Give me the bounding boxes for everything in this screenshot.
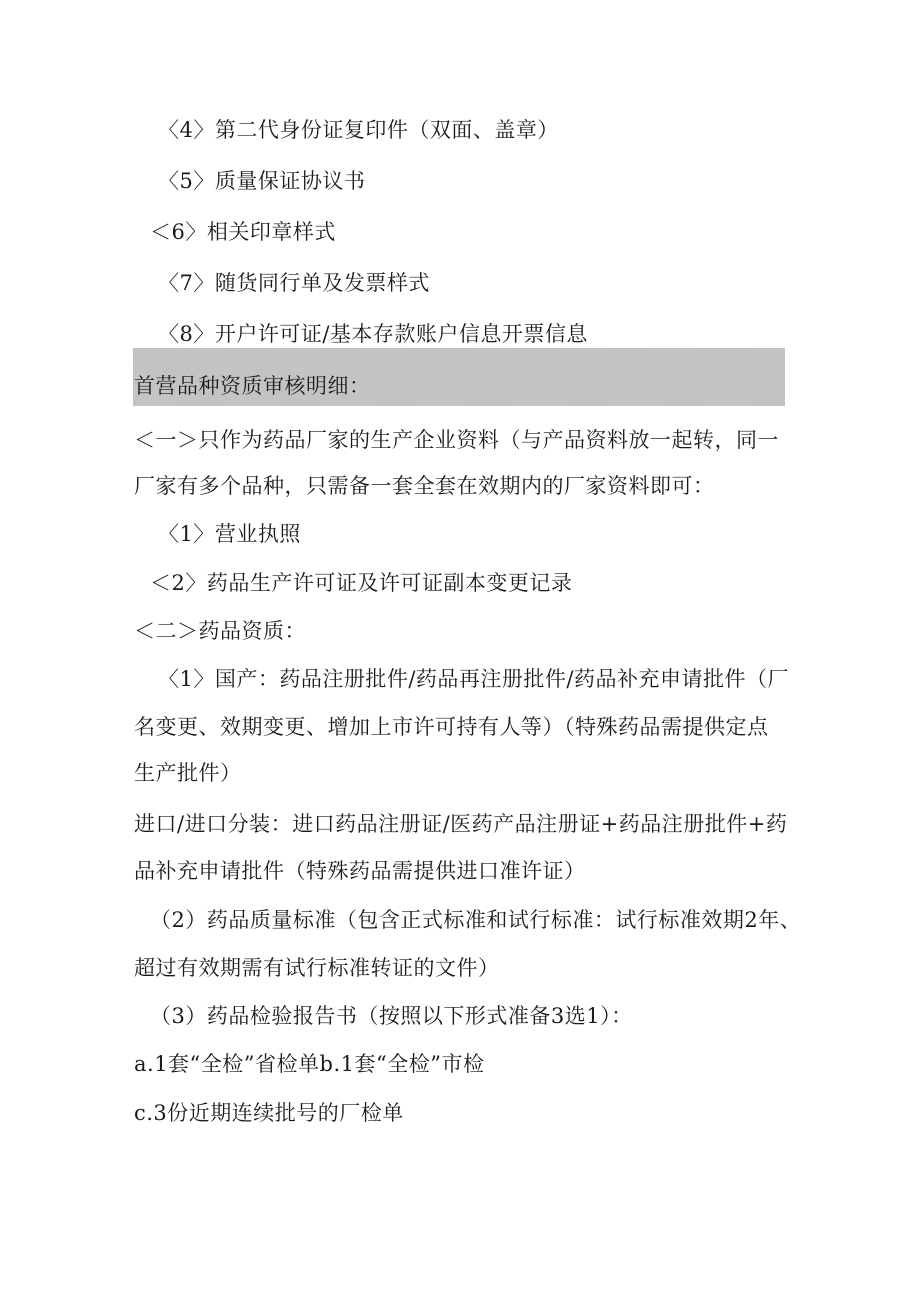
part-two-item-1-line-2: 名变更、效期变更、增加上市许可持有人等）（特殊药品需提供定点 <box>134 715 769 739</box>
part-two-item-1-line-1: 〈1〉国产：药品注册批件/药品再注册批件/药品补充申请批件（厂 <box>158 667 790 691</box>
part-one-item-1: 〈1〉营业执照 <box>158 522 301 546</box>
list-item-5: 〈5〉质量保证协议书 <box>158 169 366 193</box>
part-two-title: ＜二＞药品资质： <box>134 619 306 643</box>
part-two-item-2-line-1: （2）药品质量标准（包含正式标准和试行标准：试行标准效期2年、 <box>150 908 802 932</box>
import-line-1: 进口/进口分装：进口药品注册证/医药产品注册证+药品注册批件+药 <box>134 812 788 836</box>
part-one-intro-line-1: ＜一＞只作为药品厂家的生产企业资料（与产品资料放一起转，同一 <box>134 428 779 452</box>
import-line-2: 品补充申请批件（特殊药品需提供进口准许证） <box>134 859 586 883</box>
part-two-item-3: （3）药品检验报告书（按照以下形式准备3选1）： <box>150 1004 633 1028</box>
part-one-item-2: ＜2〉药品生产许可证及许可证副本变更记录 <box>150 571 573 595</box>
list-item-7: 〈7〉随货同行单及发票样式 <box>158 271 430 295</box>
part-two-item-2-line-2: 超过有效期需有试行标准转证的文件） <box>134 956 500 980</box>
list-item-8: 〈8〉开户许可证/基本存款账户信息开票信息 <box>158 322 588 346</box>
option-a-b: a.1套“全检”省检单b.1套“全检”市检 <box>134 1052 485 1076</box>
part-one-intro-line-2: 厂家有多个品种，只需备一套全套在效期内的厂家资料即可： <box>134 474 715 498</box>
list-item-4: 〈4〉第二代身份证复印件（双面、盖章） <box>158 118 559 142</box>
part-two-item-1-line-3: 生产批件） <box>134 761 242 785</box>
list-item-6: ＜6〉相关印章样式 <box>150 220 336 244</box>
option-c: c.3份近期连续批号的厂检单 <box>134 1101 404 1125</box>
section-heading: 首营品种资质审核明细： <box>134 374 371 398</box>
